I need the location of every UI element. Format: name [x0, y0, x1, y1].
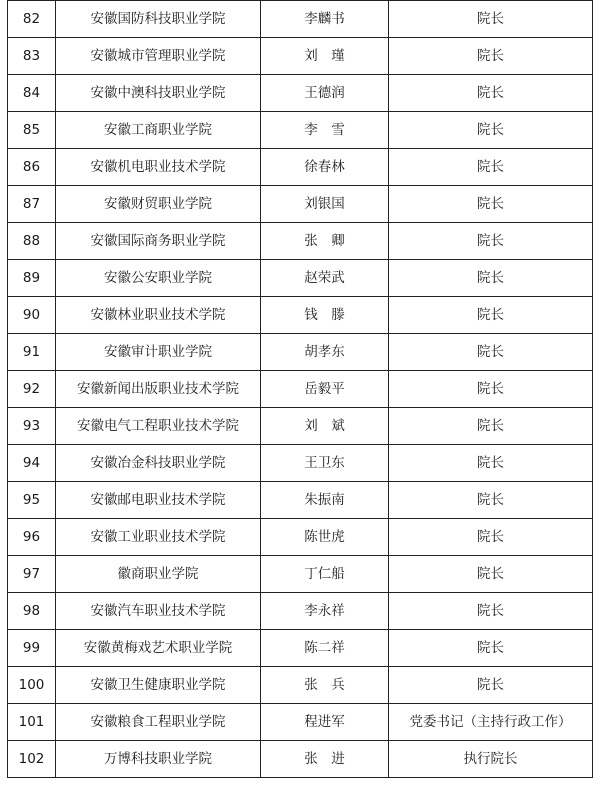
- person-name-cell: 刘 瑾: [261, 38, 389, 75]
- school-name-cell: 安徽财贸职业学院: [56, 186, 261, 223]
- position-title-cell: 院长: [389, 630, 593, 667]
- position-title-cell: 院长: [389, 38, 593, 75]
- row-number-cell: 84: [8, 75, 56, 112]
- position-title-cell: 院长: [389, 1, 593, 38]
- person-name-cell: 岳毅平: [261, 371, 389, 408]
- school-name-cell: 安徽国防科技职业学院: [56, 1, 261, 38]
- table-row: [8, 186, 593, 223]
- school-name-cell: 安徽公安职业学院: [56, 260, 261, 297]
- table-row: [8, 149, 593, 186]
- school-name-cell: 安徽邮电职业技术学院: [56, 482, 261, 519]
- person-name-cell: 钱 滕: [261, 297, 389, 334]
- person-name-cell: 李永祥: [261, 593, 389, 630]
- position-title-cell: 院长: [389, 556, 593, 593]
- position-title-cell: 执行院长: [389, 741, 593, 778]
- table-row: [8, 408, 593, 445]
- position-title-cell: 院长: [389, 445, 593, 482]
- person-name-cell: 李麟书: [261, 1, 389, 38]
- position-title-cell: 院长: [389, 519, 593, 556]
- row-number-cell: 89: [8, 260, 56, 297]
- position-title-cell: 院长: [389, 297, 593, 334]
- person-name-cell: 徐春林: [261, 149, 389, 186]
- person-name-cell: 张 卿: [261, 223, 389, 260]
- table-row: [8, 260, 593, 297]
- row-number-cell: 96: [8, 519, 56, 556]
- person-name-cell: 陈世虎: [261, 519, 389, 556]
- school-name-cell: 安徽黄梅戏艺术职业学院: [56, 630, 261, 667]
- row-number-cell: 87: [8, 186, 56, 223]
- row-number-cell: 97: [8, 556, 56, 593]
- row-number-cell: 101: [8, 704, 56, 741]
- row-number-cell: 85: [8, 112, 56, 149]
- school-name-cell: 安徽卫生健康职业学院: [56, 667, 261, 704]
- leaders-table: [7, 0, 593, 778]
- position-title-cell: 院长: [389, 408, 593, 445]
- position-title-cell: 院长: [389, 334, 593, 371]
- position-title-cell: 院长: [389, 371, 593, 408]
- school-name-cell: 安徽国际商务职业学院: [56, 223, 261, 260]
- position-title-cell: 院长: [389, 482, 593, 519]
- position-title-cell: 院长: [389, 593, 593, 630]
- school-name-cell: 安徽汽车职业技术学院: [56, 593, 261, 630]
- person-name-cell: 王卫东: [261, 445, 389, 482]
- person-name-cell: 陈二祥: [261, 630, 389, 667]
- table-row: [8, 667, 593, 704]
- row-number-cell: 94: [8, 445, 56, 482]
- table-row: [8, 445, 593, 482]
- person-name-cell: 胡孝东: [261, 334, 389, 371]
- position-title-cell: 院长: [389, 223, 593, 260]
- position-title-cell: 院长: [389, 260, 593, 297]
- row-number-cell: 95: [8, 482, 56, 519]
- position-title-cell: 院长: [389, 75, 593, 112]
- row-number-cell: 91: [8, 334, 56, 371]
- person-name-cell: 刘银国: [261, 186, 389, 223]
- school-name-cell: 安徽城市管理职业学院: [56, 38, 261, 75]
- row-number-cell: 102: [8, 741, 56, 778]
- school-name-cell: 安徽机电职业技术学院: [56, 149, 261, 186]
- position-title-cell: 院长: [389, 186, 593, 223]
- table-body: [8, 1, 593, 778]
- table-row: [8, 741, 593, 778]
- table-row: [8, 630, 593, 667]
- table-row: [8, 519, 593, 556]
- school-name-cell: 安徽粮食工程职业学院: [56, 704, 261, 741]
- position-title-cell: 院长: [389, 112, 593, 149]
- school-name-cell: 安徽冶金科技职业学院: [56, 445, 261, 482]
- table-row: [8, 38, 593, 75]
- school-name-cell: 安徽林业职业技术学院: [56, 297, 261, 334]
- table-row: [8, 112, 593, 149]
- table-row: [8, 593, 593, 630]
- school-name-cell: 安徽工业职业技术学院: [56, 519, 261, 556]
- table-row: [8, 482, 593, 519]
- person-name-cell: 李 雪: [261, 112, 389, 149]
- row-number-cell: 88: [8, 223, 56, 260]
- school-name-cell: 安徽工商职业学院: [56, 112, 261, 149]
- school-name-cell: 安徽中澳科技职业学院: [56, 75, 261, 112]
- position-title-cell: 院长: [389, 149, 593, 186]
- school-name-cell: 徽商职业学院: [56, 556, 261, 593]
- table-row: [8, 223, 593, 260]
- person-name-cell: 丁仁船: [261, 556, 389, 593]
- school-name-cell: 万博科技职业学院: [56, 741, 261, 778]
- school-name-cell: 安徽审计职业学院: [56, 334, 261, 371]
- person-name-cell: 王德润: [261, 75, 389, 112]
- table-row: [8, 371, 593, 408]
- row-number-cell: 82: [8, 1, 56, 38]
- row-number-cell: 90: [8, 297, 56, 334]
- table-row: [8, 297, 593, 334]
- person-name-cell: 张 兵: [261, 667, 389, 704]
- table-row: [8, 75, 593, 112]
- school-name-cell: 安徽电气工程职业技术学院: [56, 408, 261, 445]
- row-number-cell: 92: [8, 371, 56, 408]
- person-name-cell: 张 进: [261, 741, 389, 778]
- position-title-cell: 院长: [389, 667, 593, 704]
- person-name-cell: 程进军: [261, 704, 389, 741]
- person-name-cell: 朱振南: [261, 482, 389, 519]
- row-number-cell: 99: [8, 630, 56, 667]
- person-name-cell: 刘 斌: [261, 408, 389, 445]
- position-title-cell: 党委书记（主持行政工作）: [389, 704, 593, 741]
- row-number-cell: 100: [8, 667, 56, 704]
- table-row: [8, 1, 593, 38]
- row-number-cell: 83: [8, 38, 56, 75]
- row-number-cell: 98: [8, 593, 56, 630]
- person-name-cell: 赵荣武: [261, 260, 389, 297]
- table-row: [8, 334, 593, 371]
- table-row: [8, 556, 593, 593]
- school-name-cell: 安徽新闻出版职业技术学院: [56, 371, 261, 408]
- row-number-cell: 86: [8, 149, 56, 186]
- table-row: [8, 704, 593, 741]
- row-number-cell: 93: [8, 408, 56, 445]
